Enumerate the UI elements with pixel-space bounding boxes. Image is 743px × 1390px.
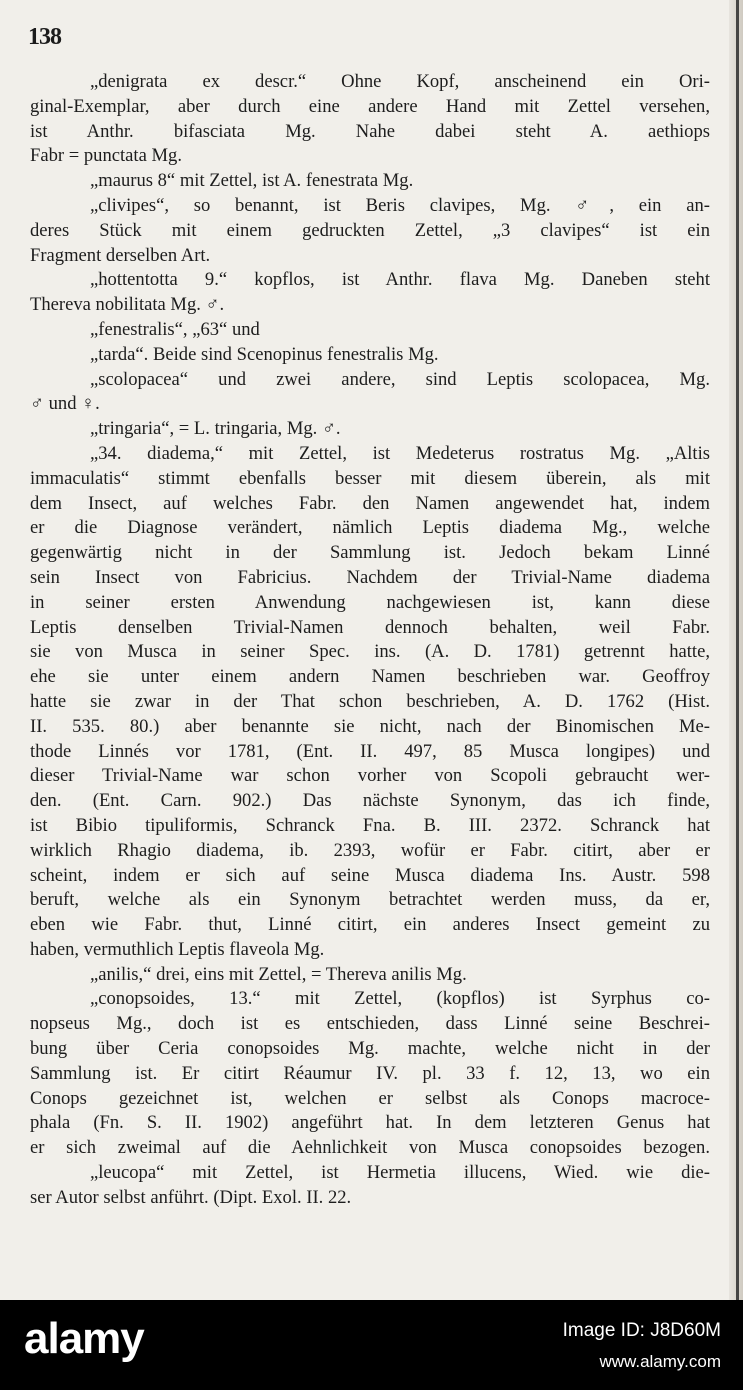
text-line: dem Insect, auf welches Fabr. den Namen angewendet hat, indem bbox=[30, 492, 710, 514]
text-line: ist Anthr. bifasciata Mg. Nahe dabei steht A. aethiops bbox=[30, 120, 710, 142]
text-line: haben, vermuthlich Leptis flaveola Mg. bbox=[30, 938, 325, 960]
image-id: Image ID: J8D60M bbox=[562, 1320, 721, 1341]
text-line: „hottentotta 9.“ kopflos, ist Anthr. flava Mg. Daneben steht bbox=[90, 269, 710, 291]
body-text bbox=[30, 70, 710, 1211]
text-line: dieser Trivial-Name war schon vorher von Scopoli gebraucht wer- bbox=[30, 765, 710, 787]
watermark-footer bbox=[0, 1300, 743, 1390]
text-line: immaculatis“ stimmt ebenfalls besser mit diesem überein, als mit bbox=[30, 467, 710, 489]
text-line: „anilis,“ drei, eins mit Zettel, = Thereva anilis Mg. bbox=[90, 963, 467, 985]
text-line: ehe sie unter einem andern Namen beschrieben war. Geoffroy bbox=[30, 666, 710, 688]
text-line: sie von Musca in seiner Spec. ins. (A. D. 1781) getrennt hatte, bbox=[30, 641, 710, 663]
text-line: „tarda“. Beide sind Scenopinus fenestralis Mg. bbox=[90, 343, 439, 365]
text-line: Sammlung ist. Er citirt Réaumur IV. pl. 33 f. 12, 13, wo ein bbox=[30, 1062, 710, 1084]
text-line: in seiner ersten Anwendung nachgewiesen ist, kann diese bbox=[30, 591, 710, 613]
text-line: ist Bibio tipuliformis, Schranck Fna. B. III. 2372. Schranck hat bbox=[30, 814, 710, 836]
text-line: eben wie Fabr. thut, Linné citirt, ein anderes Insect gemeint zu bbox=[30, 914, 710, 936]
text-line: „scolopacea“ und zwei andere, sind Leptis scolopacea, Mg. bbox=[90, 368, 710, 390]
text-line: sein Insect von Fabricius. Nachdem der Trivial-Name diadema bbox=[30, 566, 710, 588]
text-line: Conops gezeichnet ist, welchen er selbst als Conops macroce- bbox=[30, 1087, 710, 1109]
text-line: ginal-Exemplar, aber durch eine andere Hand mit Zettel versehen, bbox=[30, 95, 710, 117]
text-line: nopseus Mg., doch ist es entschieden, dass Linné seine Beschrei- bbox=[30, 1013, 710, 1035]
text-line: deres Stück mit einem gedruckten Zettel, „3 clavipes“ ist ein bbox=[30, 219, 710, 241]
text-line: Thereva nobilitata Mg. ♂. bbox=[30, 294, 225, 316]
text-line: scheint, indem er sich auf seine Musca diadema Ins. Austr. 598 bbox=[30, 864, 710, 886]
text-line: II. 535. 80.) aber benannte sie nicht, nach der Binomischen Me- bbox=[30, 715, 710, 737]
text-line: „tringaria“, = L. tringaria, Mg. ♂. bbox=[90, 418, 341, 440]
text-line: Leptis denselben Trivial-Namen dennoch behalten, weil Fabr. bbox=[30, 616, 710, 638]
text-line: „denigrata ex descr.“ Ohne Kopf, anscheinend ein Ori- bbox=[90, 71, 710, 92]
text-line: ser Autor selbst anführt. (Dipt. Exol. II. 22. bbox=[30, 1186, 352, 1208]
text-line: den. (Ent. Carn. 902.) Das nächste Synonym, das ich finde, bbox=[30, 790, 710, 812]
text-line: thode Linnés vor 1781, (Ent. II. 497, 85 Musca longipes) und bbox=[30, 740, 710, 762]
text-line: hatte sie zwar in der That schon beschrieben, A. D. 1762 (Hist. bbox=[30, 690, 710, 712]
binding-edge bbox=[736, 0, 739, 1300]
text-line: „leucopa“ mit Zettel, ist Hermetia illucens, Wied. wie die- bbox=[90, 1162, 710, 1184]
text-line: er sich zweimal auf die Aehnlichkeit von Musca conopsoides bezogen. bbox=[30, 1137, 710, 1159]
text-line: „34. diadema,“ mit Zettel, ist Medeterus rostratus Mg. „Altis bbox=[90, 442, 710, 464]
text-line: gegenwärtig nicht in der Sammlung ist. Jedoch bekam Linné bbox=[30, 542, 710, 564]
text-line: ♂ und ♀. bbox=[30, 393, 100, 415]
text-line: bung über Ceria conopsoides Mg. machte, welche nicht in der bbox=[30, 1038, 710, 1060]
page-number: 138 bbox=[28, 24, 61, 50]
text-line: Fabr = punctata Mg. bbox=[30, 145, 182, 167]
text-line: er die Diagnose verändert, nämlich Leptis diadema Mg., welche bbox=[30, 517, 710, 539]
text-line: „clivipes“, so benannt, ist Beris clavipes, Mg. ♂, ein an- bbox=[90, 194, 710, 216]
text-line: Fragment derselben Art. bbox=[30, 244, 211, 266]
brand-logo: alamy bbox=[24, 1314, 144, 1363]
text-line: „maurus 8“ mit Zettel, ist A. fenestrata Mg. bbox=[90, 170, 414, 192]
text-line: wirklich Rhagio diadema, ib. 2393, wofür er Fabr. citirt, aber er bbox=[30, 839, 710, 861]
text-line: „conopsoides, 13.“ mit Zettel, (kopflos) ist Syrphus co- bbox=[90, 988, 710, 1010]
text-line: „fenestralis“, „63“ und bbox=[90, 318, 260, 340]
text-line: beruft, welche als ein Synonym betrachtet werden muss, da er, bbox=[30, 889, 710, 911]
site-url: www.alamy.com bbox=[599, 1352, 721, 1371]
text-line: phala (Fn. S. II. 1902) angeführt hat. In dem letzteren Genus hat bbox=[30, 1112, 710, 1134]
